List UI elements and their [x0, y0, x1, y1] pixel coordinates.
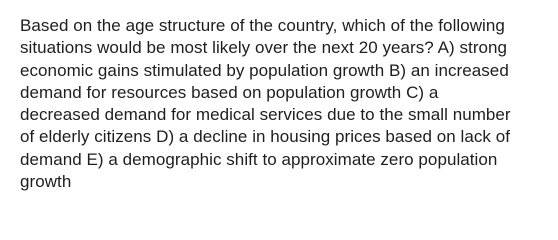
question-text	[20, 15, 545, 193]
question-line: growth	[20, 172, 72, 192]
question-line: of elderly citizens D) a decline in housing prices based on lack of	[20, 127, 510, 147]
question-line: decreased demand for medical services due to the small number	[20, 105, 511, 125]
question-line: demand E) a demographic shift to approximate zero population	[20, 149, 498, 169]
question-line: demand for resources based on population growth C) a	[20, 82, 439, 102]
question-line: Based on the age structure of the country, which of the following	[20, 16, 505, 35]
question-line: situations would be most likely over the next 20 years? A) strong	[20, 38, 508, 58]
question-line: economic gains stimulated by population growth B) an increased	[20, 60, 509, 80]
